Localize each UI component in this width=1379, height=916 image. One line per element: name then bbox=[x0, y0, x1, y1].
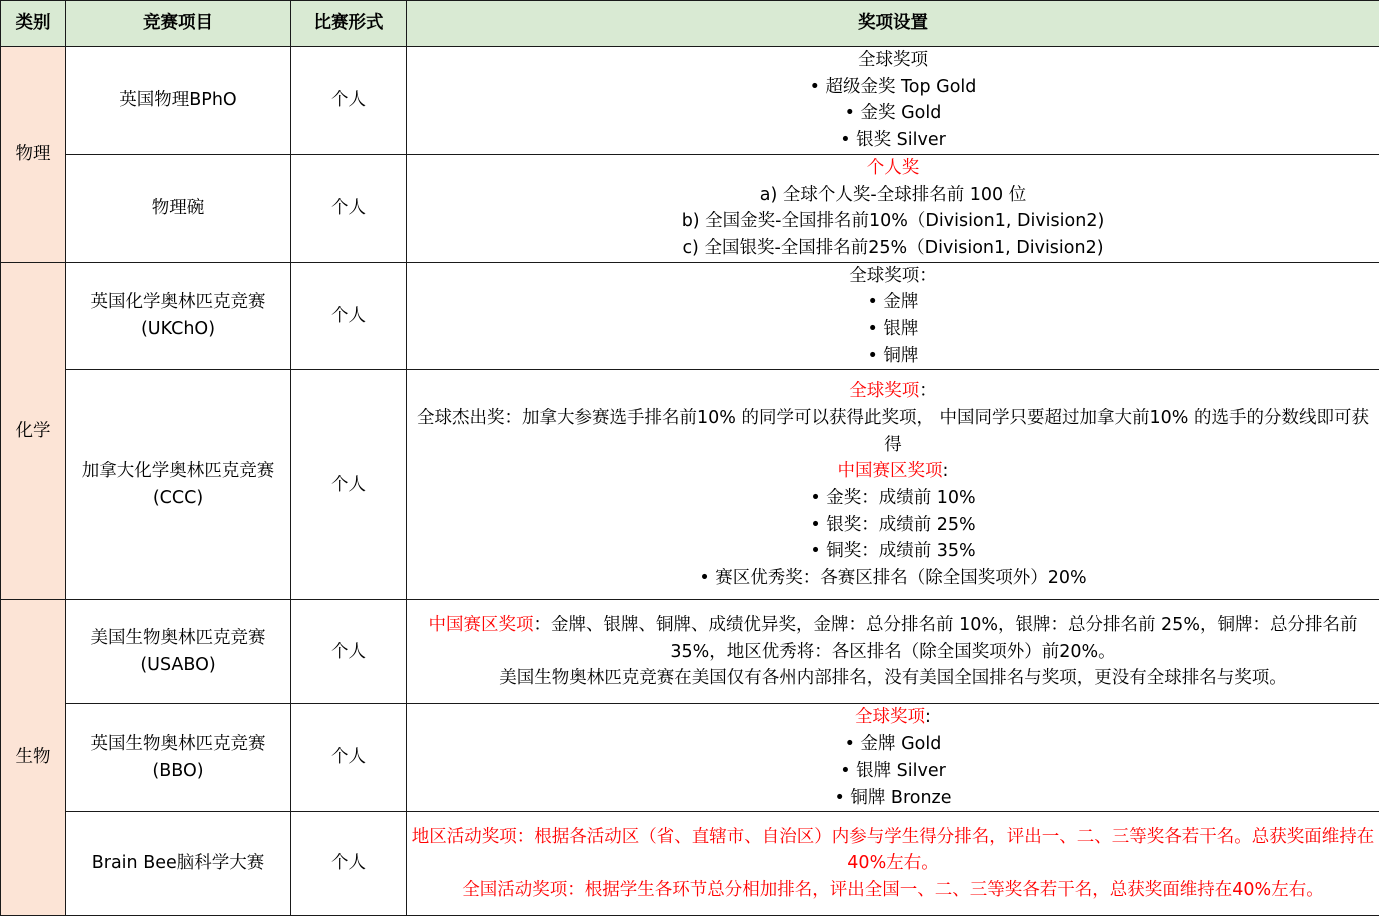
award-heading bbox=[410, 704, 1376, 731]
awards-cell bbox=[407, 704, 1379, 812]
award-line: • 金牌 Gold bbox=[410, 731, 1376, 758]
table-row bbox=[1, 370, 1379, 600]
project-abbr: (UKChO) bbox=[69, 316, 287, 343]
category-chemistry: 化学 bbox=[1, 262, 66, 600]
label-suffix: ： bbox=[919, 381, 937, 401]
project-name: 美国生物奥林匹克竞赛 bbox=[69, 625, 287, 652]
header-row bbox=[1, 1, 1379, 47]
project-name: 加拿大化学奥林匹克竞赛 bbox=[69, 458, 287, 485]
china-award-label: 中国赛区奖项 bbox=[429, 615, 534, 635]
table-row bbox=[1, 600, 1379, 704]
award-line: • 金奖：成绩前 10% bbox=[410, 485, 1376, 512]
table-row bbox=[1, 812, 1379, 916]
format-cell: 个人 bbox=[291, 704, 407, 812]
award-line: • 银牌 bbox=[410, 316, 1376, 343]
award-line: • 金奖 Gold bbox=[410, 100, 1376, 127]
header-project: 竞赛项目 bbox=[66, 1, 291, 47]
project-cell: 物理碗 bbox=[66, 154, 291, 262]
award-line: 全球奖项： bbox=[410, 263, 1376, 290]
project-abbr: (BBO) bbox=[69, 758, 287, 785]
china-award-label: 中国赛区奖项 bbox=[838, 461, 943, 481]
table-row bbox=[1, 704, 1379, 812]
format-cell: 个人 bbox=[291, 370, 407, 600]
header-category: 类别 bbox=[1, 1, 66, 47]
header-format: 比赛形式 bbox=[291, 1, 407, 47]
award-line: 全球奖项 bbox=[410, 47, 1376, 74]
award-line: b) 全国金奖-全国排名前10%（Division1, Division2) bbox=[410, 208, 1376, 235]
project-cell bbox=[66, 370, 291, 600]
format-cell: 个人 bbox=[291, 47, 407, 155]
format-cell: 个人 bbox=[291, 154, 407, 262]
table-row bbox=[1, 154, 1379, 262]
global-award-label: 全球奖项 bbox=[855, 707, 925, 727]
category-biology: 生物 bbox=[1, 600, 66, 916]
award-heading: 个人奖 bbox=[410, 155, 1376, 182]
project-cell bbox=[66, 704, 291, 812]
project-name: 英国生物奥林匹克竞赛 bbox=[69, 731, 287, 758]
awards-cell bbox=[407, 47, 1379, 155]
label-suffix: : bbox=[943, 461, 949, 481]
regional-award-paragraph: 地区活动奖项：根据各活动区（省、直辖市、自治区）内参与学生得分排名，评出一、二、三等奖各若干名。总获奖面维持在40%左右。 bbox=[410, 824, 1376, 877]
award-line: a) 全球个人奖-全球排名前 100 位 bbox=[410, 182, 1376, 209]
national-award-paragraph: 全国活动奖项：根据学生各环节总分相加排名，评出全国一、二、三等奖各若干名，总获奖面维持在40%左右。 bbox=[410, 877, 1376, 904]
format-cell: 个人 bbox=[291, 262, 407, 370]
award-paragraph: 全球杰出奖：加拿大参赛选手排名前10% 的同学可以获得此奖项， 中国同学只要超过加拿大前10% 的选手的分数线即可获得 bbox=[410, 405, 1376, 458]
award-line: • 赛区优秀奖：各赛区排名（除全国奖项外）20% bbox=[410, 565, 1376, 592]
award-line: • 铜牌 bbox=[410, 343, 1376, 370]
project-cell bbox=[66, 600, 291, 704]
label-suffix: : bbox=[925, 707, 931, 727]
award-line: c) 全国银奖-全国排名前25%（Division1, Division2) bbox=[410, 235, 1376, 262]
project-name: 英国化学奥林匹克竞赛 bbox=[69, 289, 287, 316]
award-heading bbox=[410, 378, 1376, 405]
format-cell: 个人 bbox=[291, 600, 407, 704]
awards-cell bbox=[407, 154, 1379, 262]
awards-cell bbox=[407, 812, 1379, 916]
award-heading bbox=[410, 458, 1376, 485]
award-text: ：金牌、银牌、铜牌、成绩优异奖，金牌：总分排名前 10%，银牌：总分排名前 25%，铜牌：总分排名前 35%，地区优秀将：各区排名（除全国奖项外）前20%。 bbox=[534, 615, 1358, 662]
category-physics: 物理 bbox=[1, 47, 66, 263]
award-line: • 银奖：成绩前 25% bbox=[410, 512, 1376, 539]
award-line: • 银奖 Silver bbox=[410, 127, 1376, 154]
project-cell: 英国物理BPhO bbox=[66, 47, 291, 155]
award-line: • 铜牌 Bronze bbox=[410, 785, 1376, 812]
award-line: • 铜奖：成绩前 35% bbox=[410, 538, 1376, 565]
table-row bbox=[1, 262, 1379, 370]
award-paragraph bbox=[410, 612, 1376, 665]
header-awards: 奖项设置 bbox=[407, 1, 1379, 47]
award-line: • 超级金奖 Top Gold bbox=[410, 74, 1376, 101]
award-note: 美国生物奥林匹克竞赛在美国仅有各州内部排名，没有美国全国排名与奖项，更没有全球排名与奖项。 bbox=[410, 665, 1376, 692]
award-line: • 银牌 Silver bbox=[410, 758, 1376, 785]
project-cell bbox=[66, 262, 291, 370]
awards-cell bbox=[407, 600, 1379, 704]
awards-cell bbox=[407, 370, 1379, 600]
global-award-label: 全球奖项 bbox=[849, 381, 919, 401]
awards-cell bbox=[407, 262, 1379, 370]
award-line: • 金牌 bbox=[410, 289, 1376, 316]
project-cell: Brain Bee脑科学大赛 bbox=[66, 812, 291, 916]
project-abbr: (USABO) bbox=[69, 652, 287, 679]
project-abbr: (CCC) bbox=[69, 485, 287, 512]
table-row bbox=[1, 47, 1379, 155]
format-cell: 个人 bbox=[291, 812, 407, 916]
